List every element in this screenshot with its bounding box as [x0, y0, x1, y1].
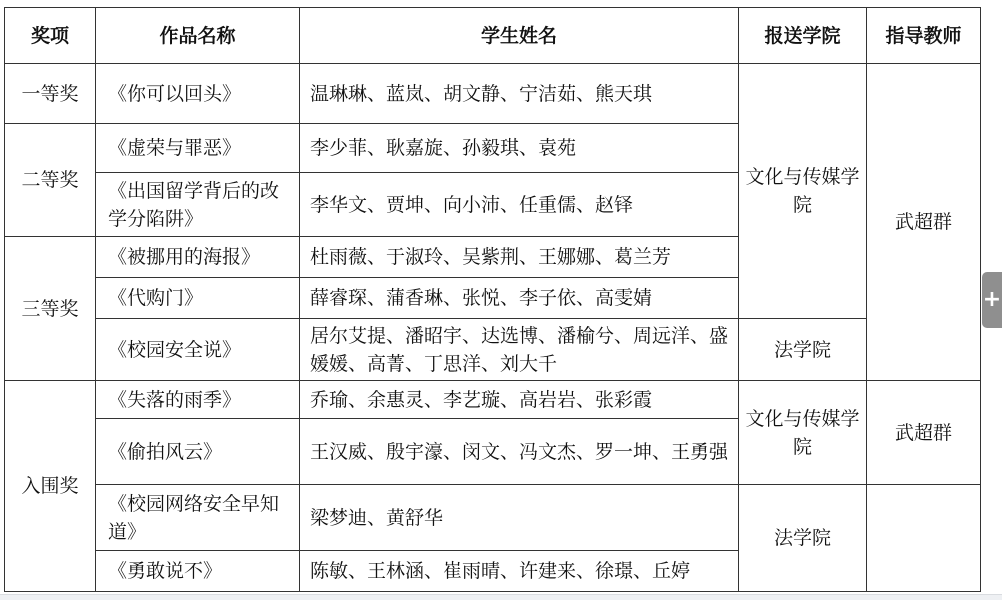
student-names: 温琳琳、蓝岚、胡文静、宁洁茹、熊天琪 — [300, 64, 739, 124]
work-title: 《校园网络安全早知道》 — [96, 485, 300, 551]
student-names: 李华文、贾坤、向小沛、任重儒、赵铎 — [300, 173, 739, 237]
header-teacher: 指导教师 — [867, 8, 981, 64]
student-names: 梁梦迪、黄舒华 — [300, 485, 739, 551]
table-row — [5, 64, 981, 124]
work-title: 《虚荣与罪恶》 — [96, 124, 300, 173]
side-expand-button[interactable] — [982, 272, 1002, 328]
work-title: 《偷拍风云》 — [96, 419, 300, 485]
table-row — [5, 319, 981, 381]
teacher-name-empty — [867, 485, 981, 592]
work-title: 《失落的雨季》 — [96, 381, 300, 419]
work-title: 《代购门》 — [96, 278, 300, 319]
award-level-first: 一等奖 — [5, 64, 96, 124]
teacher-name: 武超群 — [867, 64, 981, 381]
college-law: 法学院 — [739, 319, 867, 381]
college-culture-media: 文化与传媒学院 — [739, 381, 867, 485]
college-law: 法学院 — [739, 485, 867, 592]
header-award: 奖项 — [5, 8, 96, 64]
student-names: 薛睿琛、蒲香琳、张悦、李子依、高雯婧 — [300, 278, 739, 319]
work-title: 《出国留学背后的改学分陷阱》 — [96, 173, 300, 237]
award-level-third: 三等奖 — [5, 237, 96, 381]
student-names: 杜雨薇、于淑玲、吴紫荆、王娜娜、葛兰芳 — [300, 237, 739, 278]
work-title: 《勇敢说不》 — [96, 551, 300, 592]
award-level-finalist: 入围奖 — [5, 381, 96, 592]
college-culture-media: 文化与传媒学院 — [739, 64, 867, 319]
header-students: 学生姓名 — [300, 8, 739, 64]
award-level-second: 二等奖 — [5, 124, 96, 237]
plus-icon: + — [982, 287, 1002, 312]
table-row — [5, 485, 981, 551]
teacher-name: 武超群 — [867, 381, 981, 485]
awards-table — [4, 7, 981, 592]
header-work: 作品名称 — [96, 8, 300, 64]
work-title: 《你可以回头》 — [96, 64, 300, 124]
student-names: 乔瑜、余惠灵、李艺璇、高岩岩、张彩霞 — [300, 381, 739, 419]
work-title: 《校园安全说》 — [96, 319, 300, 381]
student-names: 李少菲、耿嘉旋、孙毅琪、袁苑 — [300, 124, 739, 173]
horizontal-scrollbar[interactable] — [0, 594, 1002, 600]
table-header-row — [5, 8, 981, 64]
student-names: 陈敏、王林涵、崔雨晴、许建来、徐璟、丘婷 — [300, 551, 739, 592]
student-names: 王汉威、殷宇濠、闵文、冯文杰、罗一坤、王勇强 — [300, 419, 739, 485]
table-row — [5, 381, 981, 419]
student-names: 居尔艾提、潘昭宇、达选博、潘榆兮、周远洋、盛媛媛、高菁、丁思洋、刘大千 — [300, 319, 739, 381]
header-college: 报送学院 — [739, 8, 867, 64]
work-title: 《被挪用的海报》 — [96, 237, 300, 278]
